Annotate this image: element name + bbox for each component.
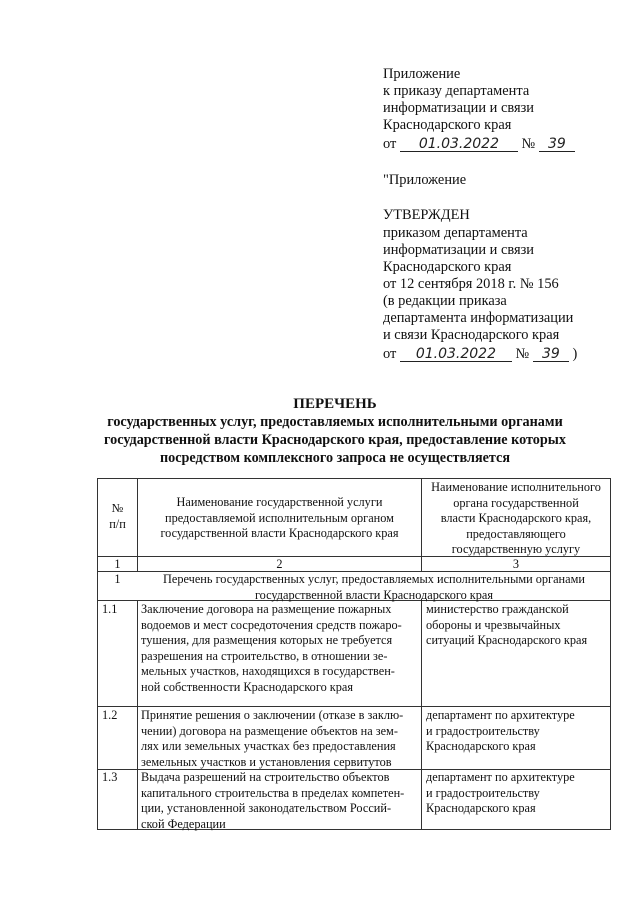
table-border-right	[610, 478, 611, 829]
row-1-1-service-line: Заключение договора на размещение пожарных	[141, 602, 392, 616]
header-organ-line-3: власти Краснодарского края,	[440, 511, 592, 525]
section-title-line-2: государственной власти Краснодарского края	[254, 587, 494, 602]
row-1-3-organ-line: и градостроительству	[426, 785, 540, 800]
row-1-3-organ-line: Краснодарского края	[426, 801, 536, 815]
header-service	[138, 495, 421, 542]
appendix-line-3: информатизации и связи	[383, 100, 534, 116]
appendix-line-4: Краснодарского края	[383, 117, 512, 133]
approved-title: УТВЕРЖДЕН	[383, 207, 470, 223]
inner-appendix-label: "Приложение	[383, 172, 467, 188]
row-1-2-num: 1.2	[102, 708, 118, 722]
approved-number-label: №	[515, 346, 530, 362]
appendix-date-handwritten: 01.03.2022	[400, 137, 518, 152]
appendix-date-line	[383, 136, 575, 153]
row-1-2-organ-line: департамент по архитектуре	[426, 708, 575, 722]
row-1-1-num: 1.1	[102, 602, 118, 616]
row-1-3-service-line: ции, установленной законодательством Россий-	[141, 801, 392, 815]
colnum-2: 2	[276, 557, 283, 571]
row-1-1-organ	[426, 602, 587, 649]
row-1-3-organ	[426, 770, 575, 817]
header-organ-line-4: предоставляющего	[466, 526, 566, 541]
row-1-1-organ-line: ситуаций Краснодарского края	[426, 633, 588, 647]
row-1-3-service-line: капитального строительства в пределах компетен-	[141, 785, 405, 800]
table-divider-service-body	[421, 600, 422, 829]
header-organ-line-5: государственную услугу	[451, 542, 581, 556]
header-organ-line-1: Наименование исполнительного	[431, 480, 601, 494]
colnum-1: 1	[114, 557, 121, 571]
table-divider-num-body	[137, 600, 138, 829]
header-service-line-3: государственной власти Краснодарского края	[160, 526, 399, 540]
row-1-2-service-line: земельных участков и установления сервитутов	[141, 754, 392, 769]
section-num: 1	[114, 572, 121, 586]
section-title	[138, 572, 610, 603]
approved-from-label: от	[383, 346, 397, 362]
row-1-2-service	[141, 708, 403, 770]
row-1-2-service-line: чении) договора на размещение объектов на зем-	[141, 723, 398, 738]
approved-line-3: Краснодарского края	[383, 259, 512, 275]
appendix-number-label: №	[521, 136, 536, 152]
row-1-2-organ-line: Краснодарского края	[426, 739, 536, 753]
row-1-1-service	[141, 602, 402, 695]
approved-line-1: приказом департамента	[383, 225, 528, 241]
row-1-2-service-line: Принятие решения о заключении (отказе в заклю-	[141, 708, 404, 722]
approved-date-handwritten: 01.03.2022	[400, 347, 512, 362]
row-1-2-organ	[426, 708, 575, 755]
appendix-line-2: к приказу департамента	[383, 83, 530, 99]
header-num-line-1: №	[111, 501, 124, 515]
title-line-3: посредством комплексного запроса не осуществляется	[159, 450, 511, 466]
title-main: ПЕРЕЧЕНЬ	[293, 396, 377, 412]
row-1-1-service-line: мельных участков, находящихся в государствен-	[141, 664, 395, 678]
row-1-3-service	[141, 770, 404, 832]
header-organ-line-2: органа государственной	[453, 495, 579, 510]
header-service-line-1: Наименование государственной услуги	[176, 495, 383, 509]
appendix-from-label: от	[383, 136, 397, 152]
row-1-3-service-line: ской Федерации	[141, 816, 226, 831]
title-line-1: государственных услуг, предоставляемых исполнительными органами	[107, 414, 563, 430]
row-1-3-organ-line: департамент по архитектуре	[426, 770, 575, 784]
row-1-2-service-line: лях или земельных участках без предоставления	[141, 739, 396, 753]
header-num-line-2: п/п	[109, 516, 126, 531]
approved-date-line	[383, 346, 577, 363]
row-1-1-service-line: тушения, для размещения которых не требуется	[141, 633, 393, 647]
title-line-2: государственной власти Краснодарского края, предоставление которых	[104, 432, 566, 448]
approved-line-7: и связи Краснодарского края	[383, 327, 560, 343]
table-rule-top	[97, 478, 611, 479]
approved-line-4: от 12 сентября 2018 г. № 156	[383, 276, 559, 292]
approved-line-6: департамента информатизации	[383, 310, 574, 326]
colnum-3: 3	[512, 557, 520, 571]
header-service-line-2: предоставляемой исполнительным органом	[165, 510, 394, 525]
row-1-1-service-line: ной собственности Краснодарского края	[141, 679, 354, 694]
table-rule-row1-bottom	[97, 706, 611, 707]
row-1-1-organ-line: министерство гражданской	[426, 602, 569, 616]
appendix-line-1: Приложение	[383, 66, 461, 82]
row-1-2-organ-line: и градостроительству	[426, 723, 540, 738]
approved-number-handwritten: 39	[533, 347, 569, 362]
appendix-number-handwritten: 39	[539, 137, 575, 152]
approved-close-paren: )	[572, 346, 578, 362]
section-title-line-1: Перечень государственных услуг, предоставляемых исполнительными органами	[163, 572, 585, 586]
row-1-3-num: 1.3	[102, 770, 118, 784]
row-1-1-service-line: водоемов и мест сосредоточения средств пожаро-	[141, 617, 402, 632]
header-organ	[422, 480, 610, 558]
row-1-1-organ-line: обороны и чрезвычайных	[426, 617, 561, 632]
row-1-1-service-line: разрешения на строительство, в отношении зе-	[141, 648, 388, 663]
approved-line-2: информатизации и связи	[383, 242, 534, 258]
row-1-3-service-line: Выдача разрешений на строительство объектов	[141, 770, 390, 784]
header-num	[98, 501, 137, 532]
approved-line-5: (в редакции приказа	[383, 293, 507, 309]
